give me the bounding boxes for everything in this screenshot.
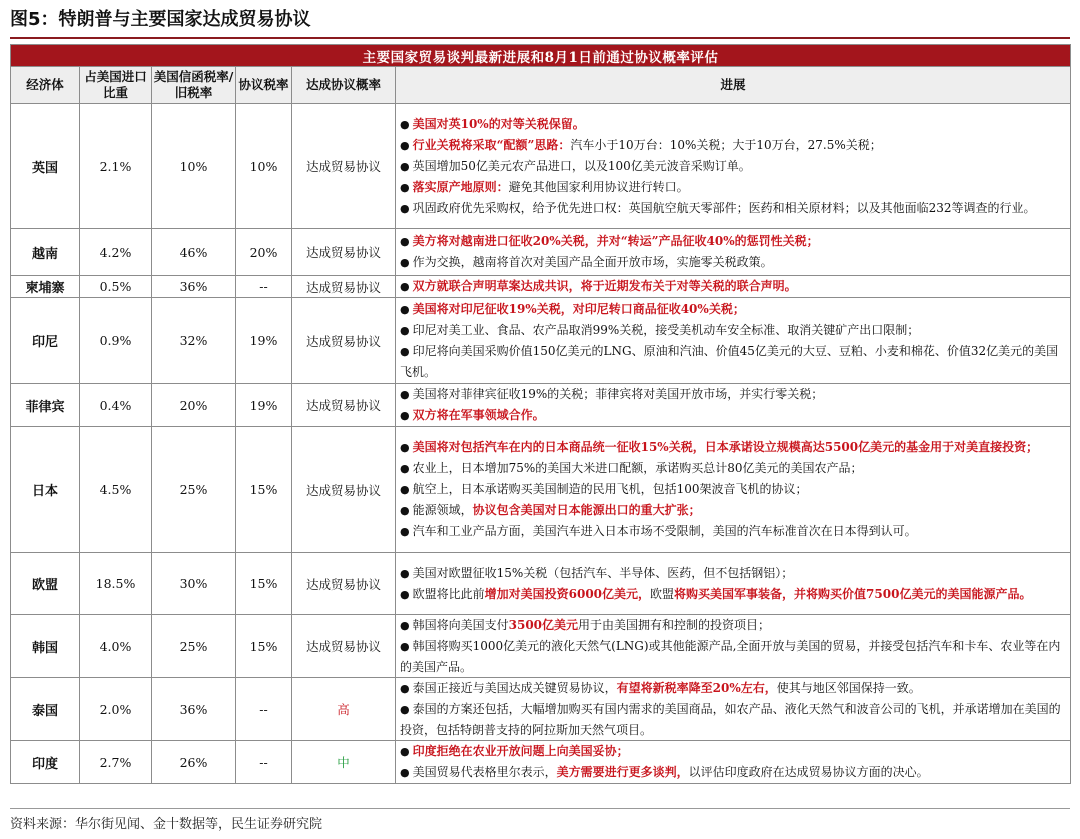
highlight-text: 将购买美国军事装备，并将购买价值7500亿美元的美国能源产品。 [674, 586, 1032, 601]
trade-deal-table [10, 44, 1071, 784]
progress-text: 印尼对美工业、食品、农产品取消99%关税，接受美机动车安全标准、取消关键矿产出口限制； [412, 323, 920, 337]
bullet-icon: ● [400, 117, 410, 131]
bullet-icon: ● [400, 345, 410, 358]
highlight-text: 印度拒绝在农业开放问题上向美国妥协； [412, 744, 629, 758]
cell-deal-prob: 达成贸易协议 [292, 384, 396, 427]
highlight-text: 美方需要进行更多谈判， [556, 765, 689, 779]
progress-item [400, 135, 1066, 156]
progress-item [400, 741, 1066, 762]
progress-item [400, 678, 1066, 699]
cell-tariff-rate: 20% [152, 384, 236, 427]
highlight-text: 有望将新税率降至20%左右， [616, 681, 777, 695]
highlight-text: 落实原产地原则： [412, 179, 509, 194]
bullet-icon: ● [400, 462, 410, 475]
progress-text: 英国增加50亿美元农产品进口，以及100亿美元波音采购订单。 [412, 158, 751, 173]
progress-item [400, 458, 1066, 479]
bullet-icon: ● [400, 159, 410, 173]
cell-deal-prob: 高 [292, 678, 396, 741]
cell-economy: 泰国 [11, 678, 80, 741]
cell-import-share: 0.9% [80, 298, 152, 384]
progress-item [400, 156, 1066, 177]
cell-deal-prob: 达成贸易协议 [292, 104, 396, 229]
bullet-icon: ● [400, 324, 410, 337]
progress-item [400, 299, 1066, 320]
progress-text: 以评估印度政府在达成贸易协议方面的决心。 [688, 765, 929, 779]
highlight-text: 行业关税将采取“配额”思路： [412, 137, 571, 152]
header-deal-prob: 达成协议概率 [292, 67, 396, 104]
progress-text: 美国将对菲律宾征收19%的关税；菲律宾将对美国开放市场，并实行零关税； [412, 387, 824, 401]
progress-text: 韩国将购买1000亿美元的液化天然气(LNG)或其他能源产品,全面开放与美国的贸易，并接受包括汽车和卡车、农业等在内的美国产品。 [400, 639, 1061, 674]
cell-deal-rate: 19% [236, 298, 292, 384]
table-row [11, 427, 1071, 553]
progress-item [400, 521, 1066, 542]
table-row [11, 298, 1071, 384]
cell-tariff-rate: 25% [152, 427, 236, 553]
table-row [11, 104, 1071, 229]
cell-deal-prob: 达成贸易协议 [292, 553, 396, 615]
progress-item [400, 276, 1066, 297]
cell-progress [396, 553, 1071, 615]
cell-deal-prob: 达成贸易协议 [292, 229, 396, 276]
cell-deal-rate: 10% [236, 104, 292, 229]
bullet-icon: ● [400, 587, 410, 601]
bullet-icon: ● [400, 619, 410, 632]
highlight-text: 增加对美国投资6000亿美元， [484, 586, 651, 601]
cell-economy: 越南 [11, 229, 80, 276]
cell-progress [396, 741, 1071, 784]
bullet-icon: ● [400, 235, 410, 248]
cell-progress [396, 427, 1071, 553]
bullet-icon: ● [400, 409, 410, 422]
cell-progress [396, 615, 1071, 678]
bullet-icon: ● [400, 280, 410, 293]
cell-import-share: 2.7% [80, 741, 152, 784]
progress-text: 美国贸易代表格里尔表示， [412, 765, 557, 779]
header-economy: 经济体 [11, 67, 80, 104]
bullet-icon: ● [400, 138, 410, 152]
cell-economy: 印尼 [11, 298, 80, 384]
progress-text: 农业上，日本增加75%的美国大米进口配额，承诺购买总计80亿美元的美国农产品； [412, 461, 863, 475]
cell-import-share: 2.0% [80, 678, 152, 741]
progress-text: 韩国将向美国支付 [412, 618, 509, 632]
cell-deal-prob: 达成贸易协议 [292, 427, 396, 553]
cell-tariff-rate: 10% [152, 104, 236, 229]
progress-text: 印尼将向美国采购价值150亿美元的LNG、原油和汽油、价值45亿美元的大豆、豆粕、小麦和棉花、价值32亿美元的美国飞机。 [400, 344, 1059, 379]
cell-tariff-rate: 46% [152, 229, 236, 276]
bullet-icon: ● [400, 745, 410, 758]
progress-item [400, 114, 1066, 135]
cell-deal-rate: -- [236, 678, 292, 741]
cell-progress [396, 678, 1071, 741]
progress-item [400, 762, 1066, 783]
highlight-text: 双方将在军事领域合作。 [412, 408, 545, 422]
progress-text: 汽车和工业产品方面，美国汽车进入日本市场不受限制，美国的汽车标准首次在日本得到认可。 [412, 524, 917, 538]
progress-item [400, 584, 1066, 605]
header-import-share: 占美国进口比重 [80, 67, 152, 104]
progress-item [400, 320, 1066, 341]
progress-item [400, 437, 1066, 458]
cell-tariff-rate: 25% [152, 615, 236, 678]
progress-text: 美国对欧盟征收15%关税（包括汽车、半导体、医药，但不包括钢铝）； [412, 565, 794, 580]
cell-tariff-rate: 36% [152, 276, 236, 298]
progress-item [400, 500, 1066, 521]
progress-text: 巩固政府优先采购权，给予优先进口权：英国航空航天零部件；医药和相关原材料；以及其他面临232等调查的行业。 [412, 200, 1036, 215]
bullet-icon: ● [400, 766, 410, 779]
highlight-text: 协议包含美国对日本能源出口的重大扩张； [472, 503, 701, 517]
cell-economy: 印度 [11, 741, 80, 784]
cell-economy: 柬埔寨 [11, 276, 80, 298]
highlight-text: 美国对英10%的对等关税保留。 [412, 116, 585, 131]
bullet-icon: ● [400, 504, 410, 517]
cell-deal-prob: 达成贸易协议 [292, 276, 396, 298]
highlight-text: 美国将对包括汽车在内的日本商品统一征收15%关税，日本承诺设立规模高达5500亿美元的基金用于对美直接投资； [412, 440, 1039, 454]
table-row [11, 553, 1071, 615]
bullet-icon: ● [400, 388, 410, 401]
progress-item [400, 177, 1066, 198]
cell-deal-rate: 15% [236, 427, 292, 553]
table-row [11, 229, 1071, 276]
header-deal-rate: 协议税率 [236, 67, 292, 104]
bullet-icon: ● [400, 180, 410, 194]
bullet-icon: ● [400, 640, 410, 653]
cell-progress [396, 104, 1071, 229]
cell-tariff-rate: 26% [152, 741, 236, 784]
progress-text: 避免其他国家利用协议进行转口。 [508, 179, 689, 194]
cell-deal-rate: 15% [236, 615, 292, 678]
bullet-icon: ● [400, 201, 410, 215]
highlight-text: 双方就联合声明草案达成共识，将于近期发布关于对等关税的联合声明。 [412, 279, 797, 293]
progress-text: 欧盟将比此前 [412, 586, 485, 601]
progress-text: 作为交换，越南将首次对美国产品全面开放市场，实施零关税政策。 [412, 255, 773, 269]
bullet-icon: ● [400, 682, 410, 695]
progress-text: 用于由美国拥有和控制的投资项目； [578, 618, 771, 632]
progress-item [400, 563, 1066, 584]
progress-item [400, 384, 1066, 405]
bullet-icon: ● [400, 303, 410, 316]
bullet-icon: ● [400, 483, 410, 496]
cell-deal-prob: 达成贸易协议 [292, 298, 396, 384]
cell-economy: 韩国 [11, 615, 80, 678]
cell-progress [396, 229, 1071, 276]
progress-text: 汽车小于10万台：10%关税；大于10万台，27.5%关税； [570, 137, 882, 152]
source-note: 资料来源：华尔街见闻、金十数据等，民生证券研究院 [10, 817, 323, 832]
cell-tariff-rate: 30% [152, 553, 236, 615]
cell-progress [396, 298, 1071, 384]
cell-deal-rate: 20% [236, 229, 292, 276]
progress-text: 使其与地区邻国保持一致。 [776, 681, 921, 695]
cell-economy: 欧盟 [11, 553, 80, 615]
progress-item [400, 636, 1066, 677]
cell-import-share: 0.4% [80, 384, 152, 427]
bullet-icon: ● [400, 525, 410, 538]
figure-title: 图5：特朗普与主要国家达成贸易协议 [10, 9, 311, 30]
bullet-icon: ● [400, 703, 410, 716]
cell-deal-rate: 15% [236, 553, 292, 615]
bottom-rule [10, 808, 1070, 809]
progress-item [400, 252, 1066, 273]
cell-progress [396, 276, 1071, 298]
cell-deal-rate: 19% [236, 384, 292, 427]
bullet-icon: ● [400, 566, 410, 580]
highlight-text: 美方将对越南进口征收20%关税，并对“转运”产品征收40%的惩罚性关税； [412, 234, 819, 248]
table-row [11, 741, 1071, 784]
cell-import-share: 2.1% [80, 104, 152, 229]
table-row [11, 615, 1071, 678]
cell-deal-prob: 中 [292, 741, 396, 784]
cell-economy: 英国 [11, 104, 80, 229]
cell-tariff-rate: 36% [152, 678, 236, 741]
progress-item [400, 615, 1066, 636]
table-row [11, 276, 1071, 298]
cell-import-share: 4.5% [80, 427, 152, 553]
cell-economy: 日本 [11, 427, 80, 553]
progress-item [400, 699, 1066, 740]
cell-import-share: 4.0% [80, 615, 152, 678]
progress-text: 欧盟 [650, 586, 675, 601]
progress-item [400, 479, 1066, 500]
cell-deal-rate: -- [236, 276, 292, 298]
cell-import-share: 18.5% [80, 553, 152, 615]
cell-import-share: 0.5% [80, 276, 152, 298]
highlight-text: 美国将对印尼征收19%关税，对印尼转口商品征收40%关税； [412, 302, 745, 316]
cell-import-share: 4.2% [80, 229, 152, 276]
title-rule [10, 37, 1070, 39]
progress-text: 泰国的方案还包括，大幅增加购买有国内需求的美国商品，如农产品、液化天然气和波音公司的飞机，并承诺增加在美国的投资，包括特朗普支持的阿拉斯加天然气项目。 [400, 702, 1061, 737]
progress-item [400, 231, 1066, 252]
header-tariff-rate: 美国信函税率/旧税率 [152, 67, 236, 104]
bullet-icon: ● [400, 441, 410, 454]
cell-tariff-rate: 32% [152, 298, 236, 384]
cell-deal-rate: -- [236, 741, 292, 784]
table-banner: 主要国家贸易谈判最新进展和8月1日前通过协议概率评估 [11, 45, 1071, 67]
header-row [11, 67, 1071, 104]
cell-deal-prob: 达成贸易协议 [292, 615, 396, 678]
table-row [11, 678, 1071, 741]
progress-item [400, 341, 1066, 382]
progress-text: 能源领域， [412, 503, 473, 517]
header-progress: 进展 [396, 67, 1071, 104]
cell-economy: 菲律宾 [11, 384, 80, 427]
cell-progress [396, 384, 1071, 427]
progress-item [400, 405, 1066, 426]
progress-item [400, 198, 1066, 219]
bullet-icon: ● [400, 256, 410, 269]
highlight-text: 3500亿美元 [508, 618, 579, 632]
table-row [11, 384, 1071, 427]
progress-text: 泰国正接近与美国达成关键贸易协议， [412, 681, 617, 695]
progress-text: 航空上，日本承诺购买美国制造的民用飞机，包括100架波音飞机的协议； [412, 482, 808, 496]
